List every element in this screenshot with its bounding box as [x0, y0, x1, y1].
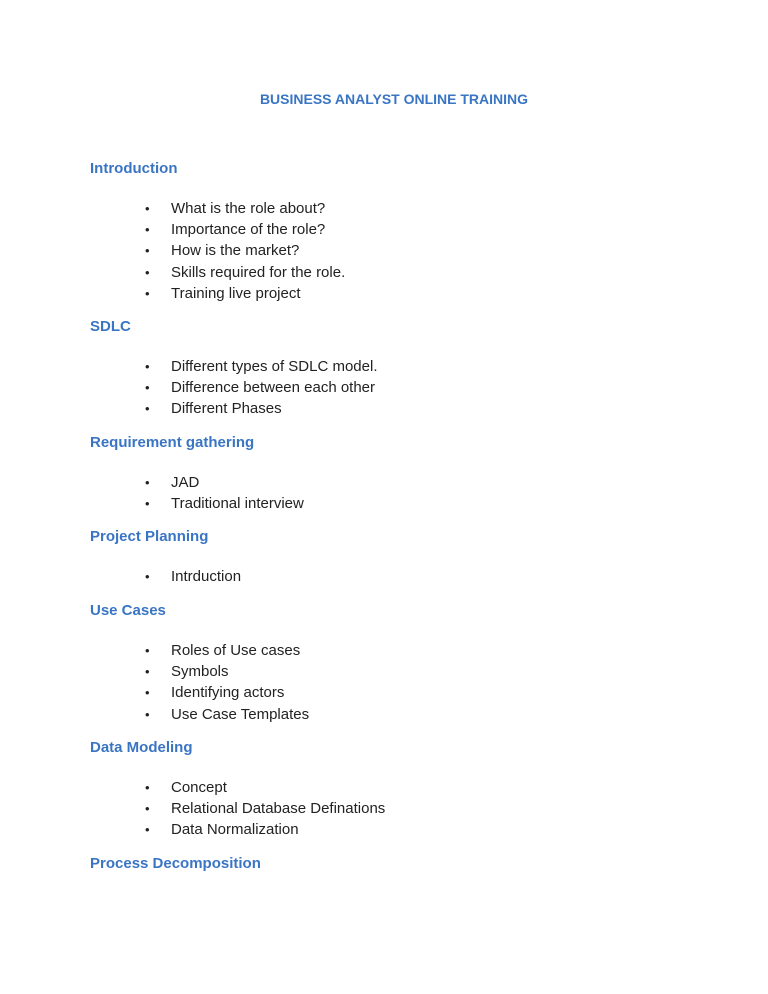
list-item-text: Different Phases [171, 400, 282, 418]
bullet-icon: • [145, 664, 150, 680]
list-item-text: JAD [171, 474, 200, 491]
bullet-icon: • [145, 643, 150, 658]
list-item-text: Training live project [171, 284, 301, 302]
bullet-icon: • [145, 285, 150, 301]
bullet-icon: • [145, 569, 150, 584]
list-item-text: Data Normalization [171, 821, 299, 839]
bullet-icon: • [145, 401, 150, 417]
bullet-icon: • [145, 496, 150, 512]
list-item-text: Difference between each other [171, 379, 376, 397]
list-item-text: Relational Database Definations [171, 800, 386, 818]
bullet-icon: • [145, 243, 150, 259]
bullet-icon: • [145, 201, 150, 216]
section-heading: Use Cases [90, 602, 166, 619]
bullet-icon: • [145, 685, 150, 701]
bullet-icon: • [145, 380, 150, 396]
list-item-text: Intrduction [171, 568, 242, 585]
bullet-icon: • [145, 801, 150, 817]
section-heading: Process Decomposition [90, 855, 261, 872]
list-item-text: Importance of the role? [171, 221, 326, 239]
list-item-text: Identifying actors [171, 684, 285, 702]
list-item-text: Use Case Templates [171, 705, 310, 723]
bullet-icon: • [145, 475, 150, 490]
bullet-icon: • [145, 822, 150, 838]
bullet-icon: • [145, 780, 150, 795]
list-item-text: Symbols [171, 663, 229, 681]
section-heading: Requirement gathering [90, 434, 255, 451]
list-item-text: Traditional interview [171, 495, 304, 513]
bullet-icon: • [145, 359, 150, 374]
document-title: BUSINESS ANALYST ONLINE TRAINING [259, 91, 529, 107]
section-heading: Project Planning [90, 528, 209, 545]
section-heading: SDLC [90, 318, 131, 335]
bullet-icon: • [145, 222, 150, 238]
list-item-text: Different types of SDLC model. [171, 358, 378, 375]
list-item-text: Roles of Use cases [171, 642, 301, 659]
section-heading: Introduction [90, 160, 178, 177]
list-item-text: Skills required for the role. [171, 263, 346, 281]
list-item-text: What is the role about? [171, 200, 326, 217]
list-item-text: How is the market? [171, 242, 300, 260]
list-item-text: Concept [171, 779, 227, 796]
section-heading: Data Modeling [90, 739, 193, 756]
bullet-icon: • [145, 264, 150, 280]
bullet-icon: • [145, 706, 150, 722]
